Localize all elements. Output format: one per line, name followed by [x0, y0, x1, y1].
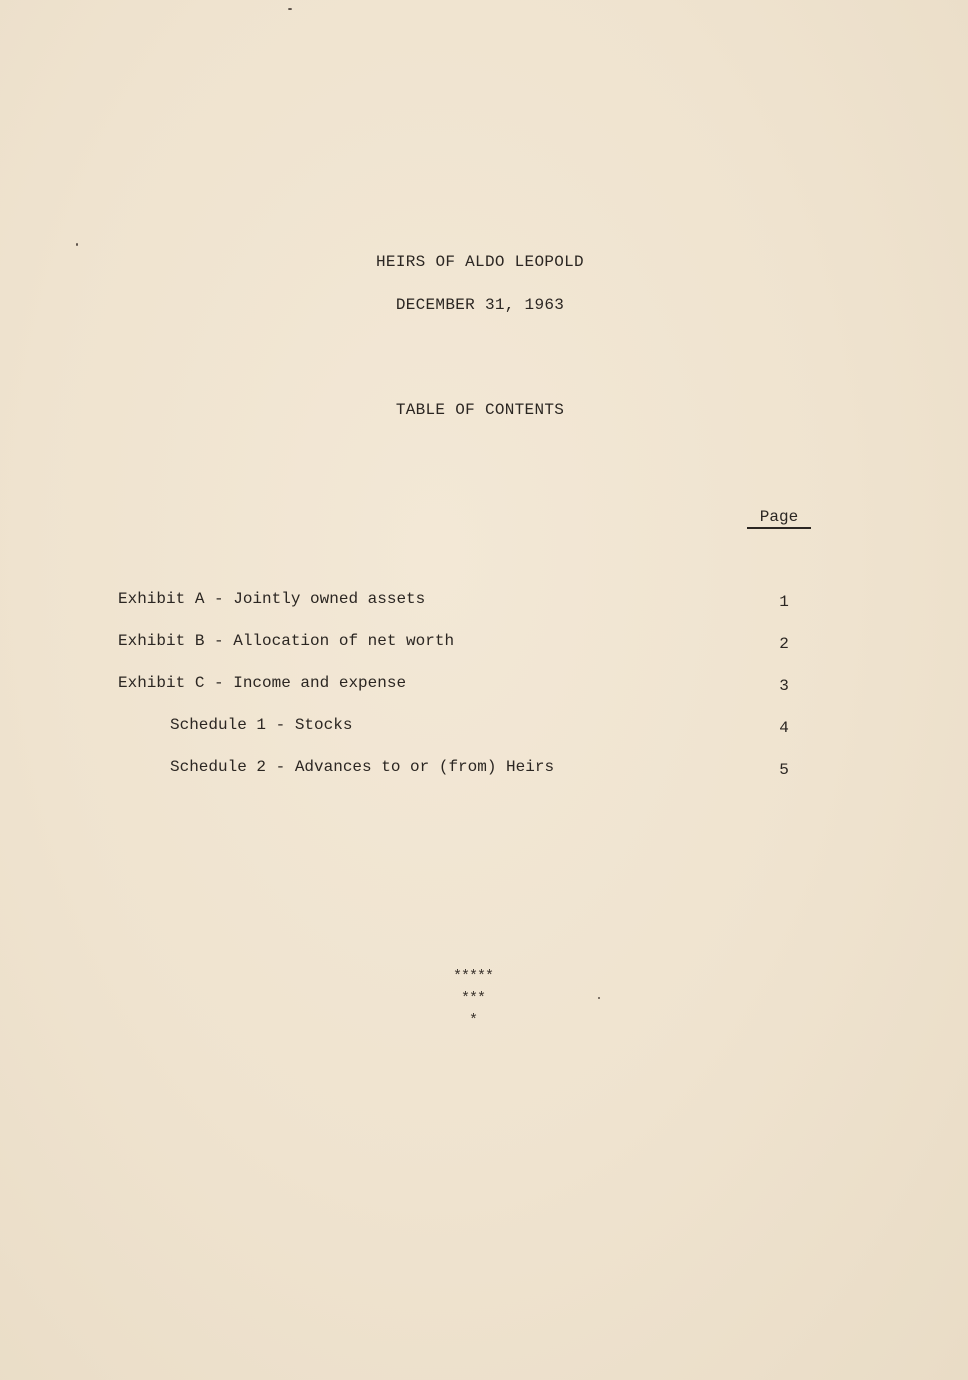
paper-speck	[288, 8, 292, 10]
toc-entry	[0, 674, 968, 698]
toc-entry	[0, 632, 968, 656]
toc-entry-page: 4	[779, 719, 789, 737]
page-column-header: Page	[747, 508, 811, 529]
toc-entry-label: Exhibit A - Jointly owned assets	[118, 590, 426, 608]
toc-entry-label: Schedule 2 - Advances to or (from) Heirs	[170, 758, 555, 776]
toc-entry-page: 3	[779, 677, 789, 695]
end-mark-stars: *****	[452, 968, 493, 985]
toc-entry-page: 5	[779, 761, 789, 779]
toc-entry-label: Schedule 1 - Stocks	[170, 716, 353, 734]
table-of-contents-heading: TABLE OF CONTENTS	[395, 401, 565, 419]
toc-entry	[0, 716, 968, 740]
organization-title: HEIRS OF ALDO LEOPOLD	[376, 253, 584, 271]
toc-entry-page: 1	[779, 593, 789, 611]
toc-entry-label: Exhibit B - Allocation of net worth	[118, 632, 455, 650]
toc-entry	[0, 758, 968, 782]
end-mark-stars: ***	[460, 990, 485, 1007]
toc-entry-page: 2	[779, 635, 789, 653]
toc-entry-label: Exhibit C - Income and expense	[118, 674, 407, 692]
document-date: DECEMBER 31, 1963	[395, 296, 565, 314]
paper-speck	[76, 243, 78, 246]
toc-entry	[0, 590, 968, 614]
end-mark-stars: *	[468, 1012, 477, 1029]
